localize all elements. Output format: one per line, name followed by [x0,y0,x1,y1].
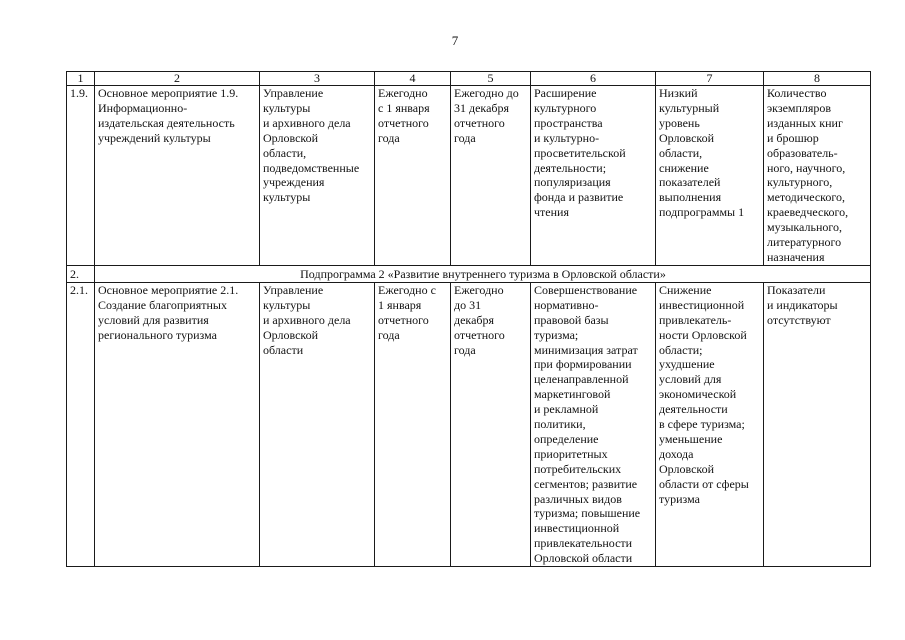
cell-line: Расширение [534,86,597,100]
column-number: 6 [531,72,656,86]
row-number: 2.1. [67,282,95,566]
cell-line: области, [659,145,703,160]
cell-line: подведомственные [263,160,360,175]
cell-line: подпрограммы 1 [659,205,745,220]
cell-line: Показатели [767,282,826,297]
cell-line: политики, [534,417,586,432]
cell-line: маркетинговой [534,387,611,402]
cell-line: учреждений культуры [98,130,211,145]
cell-line: года [378,130,400,145]
cell-line: экземпляров [767,100,832,115]
column-number: 7 [656,72,764,86]
cell-line: до 31 [454,297,482,312]
cell-line: области [263,342,304,357]
non-implementation-consequences [656,282,764,566]
cell-line: Информационно- [98,100,188,115]
indicators [764,86,871,266]
cell-line: популяризация [534,175,611,190]
cell-line: деятельности [659,402,728,417]
column-number-row [67,72,871,86]
cell-line: ности Орловской [659,327,747,342]
cell-line: Основное мероприятие 1.9. [98,86,239,100]
cell-line: Орловской [263,130,319,145]
cell-line: инвестиционной [534,521,620,536]
table-row-1-9 [67,86,871,266]
cell-line: литературного [767,235,842,250]
cell-line: экономической [659,387,737,402]
cell-line: отчетного [454,327,505,342]
cell-line: 31 декабря [454,100,510,115]
cell-line: культурный [659,100,720,115]
cell-line: туризма [659,491,700,506]
cell-line: определение [534,431,599,446]
row-number: 2. [67,265,95,282]
cell-line: назначения [767,249,825,264]
end-date [451,282,531,566]
cell-line: культуры [263,297,311,312]
column-number: 4 [375,72,451,86]
column-number: 5 [451,72,531,86]
cell-line: образователь- [767,145,838,160]
activity-name [95,86,260,266]
cell-line: пространства [534,115,603,130]
cell-line: деятельности; [534,160,607,175]
cell-line: области от сферы [659,476,749,491]
cell-line: изданных книг [767,115,843,130]
cell-line: культурного, [767,175,833,190]
cell-line: Управление [263,282,324,297]
cell-line: регионального туризма [98,327,217,342]
cell-line: области; [659,342,703,357]
cell-line: в сфере туризма; [659,417,745,432]
cell-line: издательская деятельность [98,115,235,130]
cell-line: правовой базы [534,312,609,327]
cell-line: Орловской области [534,551,633,566]
cell-line: Основное мероприятие 2.1. [98,282,239,297]
cell-line: сегментов; развитие [534,476,638,491]
column-number: 1 [67,72,95,86]
cell-line: отчетного [454,115,505,130]
cell-line: культуры [263,190,311,205]
cell-line: учреждения [263,175,325,190]
cell-line: целенаправленной [534,372,629,387]
cell-line: с 1 января [378,100,430,115]
cell-line: уменьшение [659,431,723,446]
cell-line: ухудшение [659,357,715,372]
cell-line: различных видов [534,491,622,506]
cell-line: приоритетных [534,446,608,461]
cell-line: показателей [659,175,721,190]
cell-line: и брошюр [767,130,819,145]
cell-line: и культурно- [534,130,600,145]
cell-line: и архивного дела [263,312,351,327]
cell-line: при формировании [534,357,632,372]
cell-line: Ежегодно с [378,282,436,297]
cell-line: года [378,327,400,342]
cell-line: и архивного дела [263,115,351,130]
cell-line: Управление [263,86,324,100]
cell-line: просветительской [534,145,626,160]
cell-line: инвестиционной [659,297,745,312]
cell-line: туризма; повышение [534,506,641,521]
cell-line: выполнения [659,190,722,205]
cell-line: минимизация затрат [534,342,638,357]
row-number: 1.9. [67,86,95,266]
page-number: 7 [451,33,459,48]
cell-line: Количество [767,86,827,100]
cell-line: Низкий [659,86,698,100]
cell-line: и индикаторы [767,297,838,312]
start-date [375,282,451,566]
column-number: 3 [260,72,375,86]
cell-line: Ежегодно до [454,86,519,100]
cell-line: Ежегодно [378,86,428,100]
subprogram-title: Подпрограмма 2 «Развитие внутреннего туризма в Орловской области» [95,265,871,282]
cell-line: области, [263,145,307,160]
cell-line: условий для [659,372,722,387]
cell-line: Орловской [659,130,715,145]
end-date [451,86,531,266]
cell-line: года [454,342,476,357]
cell-line: отсутствуют [767,312,831,327]
cell-line: фонда и развитие [534,190,624,205]
cell-line: условий для развития [98,312,209,327]
cell-line: отчетного [378,312,429,327]
activities-table [66,71,871,567]
cell-line: Создание благоприятных [98,297,227,312]
cell-line: отчетного [378,115,429,130]
cell-line: декабря [454,312,495,327]
cell-line: методического, [767,190,846,205]
executor [260,282,375,566]
expected-result [531,86,656,266]
start-date [375,86,451,266]
subprogram-row [67,265,871,282]
cell-line: потребительских [534,461,622,476]
cell-line: 1 января [378,297,422,312]
activity-name [95,282,260,566]
column-number: 2 [95,72,260,86]
cell-line: нормативно- [534,297,599,312]
indicators [764,282,871,566]
cell-line: Совершенствование [534,282,638,297]
non-implementation-consequences [656,86,764,266]
cell-line: Орловской [659,461,715,476]
cell-line: чтения [534,205,569,220]
cell-line: привлекательности [534,536,633,551]
cell-line: музыкального, [767,220,842,235]
cell-line: Ежегодно [454,282,504,297]
cell-line: уровень [659,115,700,130]
cell-line: снижение [659,160,709,175]
cell-line: и рекламной [534,402,599,417]
cell-line: ного, научного, [767,160,846,175]
cell-line: туризма; [534,327,579,342]
table-row-2-1 [67,282,871,566]
cell-line: дохода [659,446,694,461]
cell-line: культурного [534,100,597,115]
expected-result [531,282,656,566]
cell-line: культуры [263,100,311,115]
cell-line: краеведческого, [767,205,849,220]
cell-line: Орловской [263,327,319,342]
column-number: 8 [764,72,871,86]
cell-line: привлекатель- [659,312,732,327]
executor [260,86,375,266]
cell-line: Снижение [659,282,712,297]
cell-line: года [454,130,476,145]
